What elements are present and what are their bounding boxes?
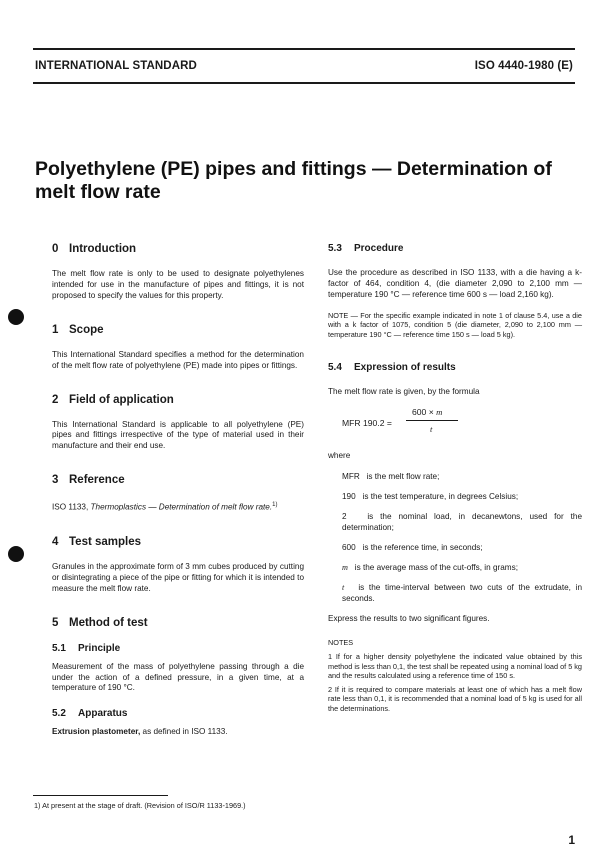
definition-item: MFR is the melt flow rate; bbox=[342, 472, 440, 482]
definition-item: 600 is the reference time, in seconds; bbox=[342, 542, 483, 552]
field-of-application-text: This International Standard is applicable to all polyethylene (PE) pipes and fittings irrespective of the type of material used in their manufacture and their end use. bbox=[52, 419, 304, 451]
scope-text: This International Standard specifies a method for the determination of the melt flow rate of polyethylene (PE) made into pipes or fittings. bbox=[52, 349, 304, 370]
test-samples-text: Granules in the approximate form of 3 mm cubes produced by cutting or disintegrating a piece of the pipe or fitting for which it is intended to measure the melt flow rate. bbox=[52, 561, 304, 593]
header-top-rule bbox=[33, 48, 575, 50]
significant-figures-text: Express the results to two significant figures. bbox=[328, 613, 490, 623]
formula-numerator: 600 × m bbox=[412, 407, 443, 418]
section-heading-scope: 1 Scope bbox=[52, 323, 104, 336]
footnote-rule bbox=[33, 795, 168, 796]
principle-text: Measurement of the mass of polyethylene passing through a die under the action of a defined pressure, in a given time, at a temperature of 190 °C. bbox=[52, 661, 304, 693]
formula-lhs: MFR 190.2 = bbox=[342, 418, 392, 429]
subsection-heading-expression-of-results: 5.4 Expression of results bbox=[328, 361, 456, 373]
left-column bbox=[52, 243, 304, 738]
page-number: 1 bbox=[568, 833, 575, 847]
notes-title: NOTES bbox=[328, 638, 354, 648]
definition-item: t is the time-interval between two cuts of the extrudate, in seconds. bbox=[342, 582, 583, 603]
header-bottom-rule bbox=[33, 82, 575, 84]
where-label: where bbox=[328, 451, 351, 461]
subsection-heading-apparatus: 5.2 Apparatus bbox=[52, 708, 128, 720]
note-2: 2 If it is required to compare materials at least one of which has a melt flow rate less than 0,1, it is recommended that a nominal load of 5 kg is used for all the determinations. bbox=[328, 684, 582, 714]
right-column bbox=[328, 243, 582, 714]
formula-fraction-bar bbox=[406, 420, 458, 421]
definition-item: 2 is the nominal load, in decanewtons, used for the determination; bbox=[342, 512, 582, 533]
mfr-formula bbox=[342, 407, 582, 441]
section-heading-introduction: 0 Introduction bbox=[52, 243, 137, 255]
subsection-heading-procedure: 5.3 Procedure bbox=[328, 243, 404, 254]
section-heading-test-samples: 4 Test samples bbox=[52, 535, 142, 548]
standard-number: ISO 4440-1980 (E) bbox=[474, 60, 573, 72]
binder-hole-mark bbox=[8, 546, 24, 562]
formula-denominator: t bbox=[430, 424, 433, 435]
apparatus-text: Extrusion plastometer, as defined in ISO 1133. bbox=[52, 727, 228, 737]
procedure-note: NOTE — For the specific example indicated in note 1 of clause 5.4, use a die with a k factor of 1075, condition 5 (die diameter, 2,090 to 2,100 mm — temperature 190 °C — reference time 150 s — load 5 kg). bbox=[328, 310, 582, 339]
section-heading-method-of-test: 5 Method of test bbox=[52, 616, 148, 629]
section-heading-field-of-application: 2 Field of application bbox=[52, 393, 174, 406]
reference-text: ISO 1133, Thermoplastics — Determination of melt flow rate.$^{1)}$ bbox=[52, 502, 278, 512]
binder-hole-mark bbox=[8, 309, 24, 325]
subsection-heading-principle: 5.1 Principle bbox=[52, 642, 121, 654]
procedure-text: Use the procedure as described in ISO 1133, with a die having a k-factor of 464, condition 4, (die diameter 2,090 to 2,100 mm — temperature 190 °C — reference time 600 s — load 2,160 kg). bbox=[328, 268, 582, 299]
section-heading-reference: 3 Reference bbox=[52, 474, 125, 487]
document-type-label: INTERNATIONAL STANDARD bbox=[35, 60, 197, 72]
note-1: 1 If for a higher density polyethylene the indicated value obtained by this method is less than 0,1, the test shall be repeated using a nominal load of 5 kg and the results calculated using a reference time of 150 s. bbox=[328, 652, 582, 681]
expression-intro: The melt flow rate is given, by the formula bbox=[328, 386, 480, 396]
page-title: Polyethylene (PE) pipes and fittings — Determination of melt flow rate bbox=[35, 158, 552, 203]
footnote: 1) At present at the stage of draft. (Revision of ISO/R 1133-1969.) bbox=[34, 801, 246, 810]
introduction-text: The melt flow rate is only to be used to designate polyethylenes intended for use in the manufacture of pipes and fittings, it is not proposed to specify the values for this property. bbox=[52, 269, 304, 300]
definition-item: m is the average mass of the cut-offs, in grams; bbox=[342, 562, 518, 572]
definition-item: 190 is the test temperature, in degrees Celsius; bbox=[342, 492, 519, 502]
